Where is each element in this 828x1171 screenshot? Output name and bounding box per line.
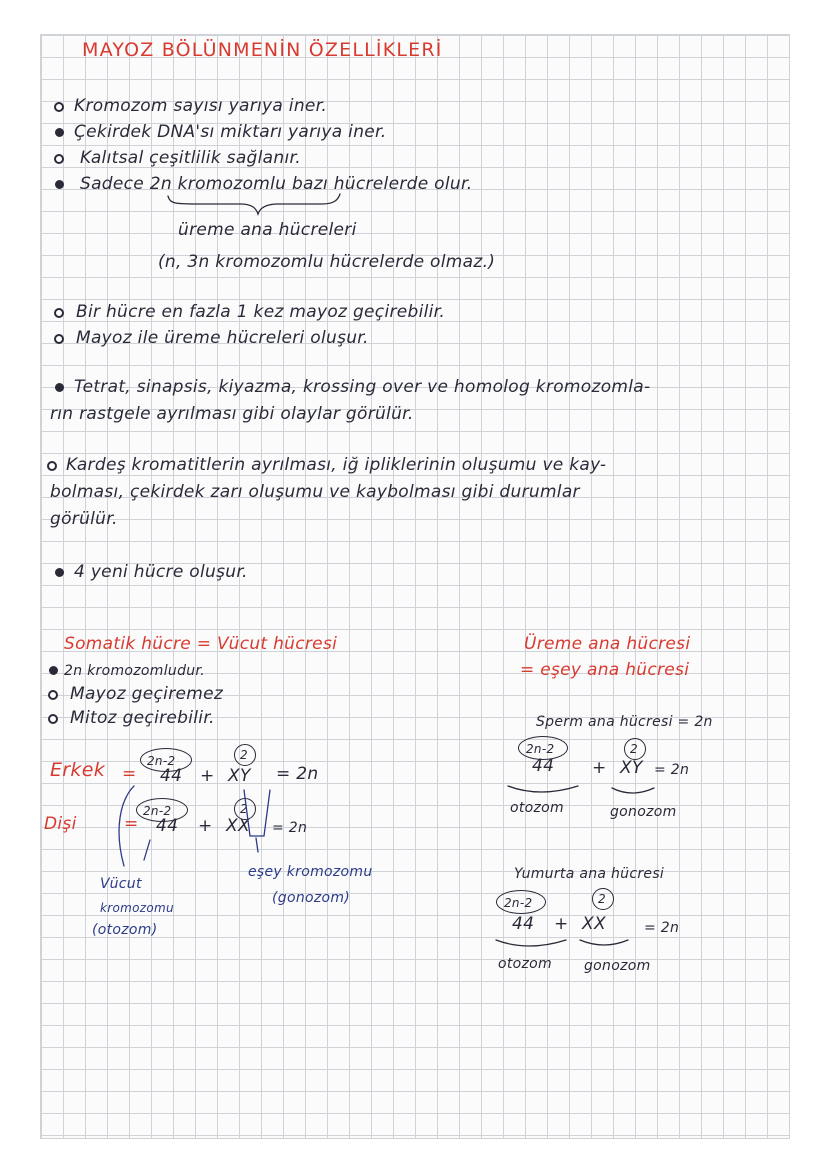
sperm-sex-brace: [612, 788, 654, 793]
female-sex: XX: [226, 816, 250, 836]
paragraph-line: Kardeş kromatitlerin ayrılması, iğ ipliklerinin oluşumu ve kay-: [66, 455, 607, 475]
body-chrom-label: kromozomu: [100, 901, 174, 915]
body-chrom-label: Vücut: [100, 876, 142, 892]
egg-label: Yumurta ana hücresi: [514, 866, 665, 882]
egg-auto-brace: [496, 940, 566, 946]
female-result: = 2n: [272, 820, 308, 836]
paragraph-line: rın rastgele ayrılması gibi olaylar görülür.: [50, 404, 414, 424]
bullet-text: 4 yeni hücre oluşur.: [74, 562, 248, 582]
note-line: üreme ana hücreleri: [178, 220, 357, 240]
sperm-result: = 2n: [654, 762, 690, 778]
sperm-autosome: 44: [532, 756, 555, 776]
male-sex-count: 2: [240, 748, 248, 762]
paragraph-line: görülür.: [50, 509, 118, 529]
female-equals: =: [124, 814, 139, 834]
sperm-auto-label: otozom: [510, 800, 564, 816]
egg-sex-label: gonozom: [584, 958, 651, 974]
note-line: (n, 3n kromozomlu hücrelerde olmaz.): [158, 252, 496, 272]
bullet-text: Kromozom sayısı yarıya iner.: [74, 96, 328, 116]
egg-result: = 2n: [644, 920, 680, 936]
egg-sex-count: 2: [598, 892, 606, 906]
bullet-text: Mayoz ile üreme hücreleri oluşur.: [76, 328, 369, 348]
male-sex: XY: [228, 766, 251, 786]
egg-sex: XX: [582, 914, 606, 934]
male-result: = 2n: [276, 764, 319, 784]
repro-heading: = eşey ana hücresi: [520, 660, 690, 680]
sperm-label: Sperm ana hücresi = 2n: [536, 714, 713, 730]
female-plus: +: [198, 816, 213, 836]
female-autosome: 44: [156, 816, 179, 836]
male-label: Erkek: [50, 759, 106, 781]
male-plus: +: [200, 766, 215, 786]
egg-auto-label: otozom: [498, 956, 552, 972]
sperm-auto-brace: [508, 786, 578, 792]
sex-chrom-line: [256, 838, 258, 852]
brace-under-2n: [168, 194, 340, 214]
egg-autosome: 44: [512, 914, 535, 934]
sex-chrom-label: eşey kromozomu: [248, 864, 373, 880]
female-autosome-count: 2n-2: [143, 804, 172, 818]
sperm-plus: +: [592, 758, 607, 778]
bullet-text: Sadece 2n kromozomlu bazı hücrelerde olur.: [80, 174, 473, 194]
body-chrom-label: (otozom): [92, 922, 158, 938]
body-chrom-tick: [144, 840, 150, 860]
male-autosome: 44: [160, 766, 183, 786]
page-title: MAYOZ BÖLÜNMENİN ÖZELLİKLERİ: [82, 39, 443, 61]
body-chrom-bracket: [119, 786, 134, 866]
egg-plus: +: [554, 914, 569, 934]
somatic-heading: Somatik hücre = Vücut hücresi: [64, 634, 338, 654]
paragraph-line: Tetrat, sinapsis, kiyazma, krossing over ve homolog kromozomla-: [74, 377, 651, 397]
female-label: Dişi: [44, 814, 77, 834]
repro-heading: Üreme ana hücresi: [524, 634, 691, 654]
sex-chrom-bracket: [244, 790, 270, 836]
bullet-text: Çekirdek DNA'sı miktarı yarıya iner.: [74, 122, 387, 142]
sperm-sex: XY: [620, 758, 643, 778]
sex-chrom-label: (gonozom): [272, 890, 351, 906]
female-sex-count: 2: [240, 802, 248, 816]
somatic-item: 2n kromozomludur.: [64, 663, 205, 679]
egg-autosome-count: 2n-2: [504, 896, 533, 910]
bullet-text: Kalıtsal çeşitlilik sağlanır.: [80, 148, 301, 168]
male-autosome-count: 2n-2: [147, 754, 176, 768]
sperm-autosome-count: 2n-2: [526, 742, 555, 756]
sperm-sex-count: 2: [630, 742, 638, 756]
paragraph-line: bolması, çekirdek zarı oluşumu ve kaybolması gibi durumlar: [50, 482, 580, 502]
somatic-item: Mayoz geçiremez: [70, 684, 224, 704]
male-equals: =: [122, 764, 137, 784]
sperm-sex-label: gonozom: [610, 804, 677, 820]
somatic-item: Mitoz geçirebilir.: [70, 708, 215, 728]
bullet-text: Bir hücre en fazla 1 kez mayoz geçirebilir.: [76, 302, 446, 322]
egg-sex-brace: [580, 940, 628, 945]
